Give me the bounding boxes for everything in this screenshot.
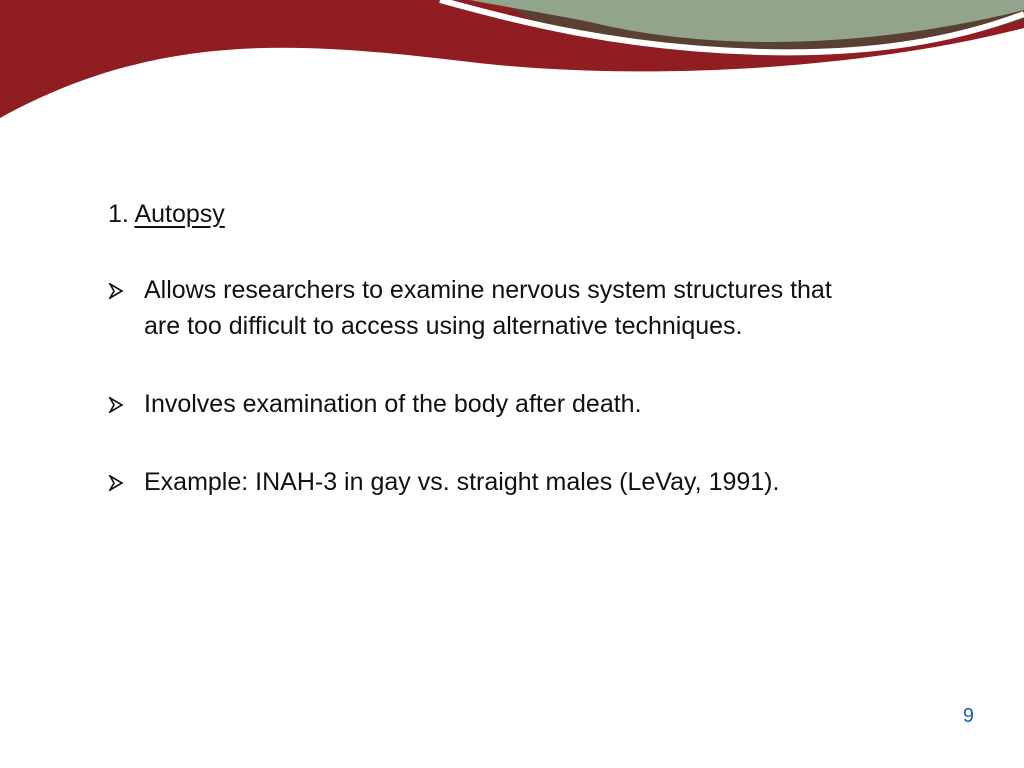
bullet-text: Example: INAH-3 in gay vs. straight males (LeVay, 1991).: [144, 468, 780, 496]
arrow-bullet-icon: [108, 397, 124, 413]
slide-content: [108, 196, 868, 542]
bullet-text: Involves examination of the body after death.: [144, 390, 642, 418]
arrow-bullet-icon: [108, 475, 124, 491]
header-banner-decoration: [0, 0, 1024, 130]
bullet-item: [108, 272, 868, 344]
arrow-bullet-icon: [108, 283, 124, 299]
bullet-text: Allows researchers to examine nervous system structures that are too difficult to access using alternative techniques.: [144, 276, 832, 340]
bullet-list: [108, 272, 868, 500]
bullet-item: [108, 464, 868, 500]
page-number: 9: [962, 705, 974, 727]
bullet-item: [108, 386, 868, 422]
heading-number: 1.: [108, 200, 129, 228]
section-heading: [108, 196, 868, 232]
heading-label: Autopsy: [134, 200, 225, 228]
